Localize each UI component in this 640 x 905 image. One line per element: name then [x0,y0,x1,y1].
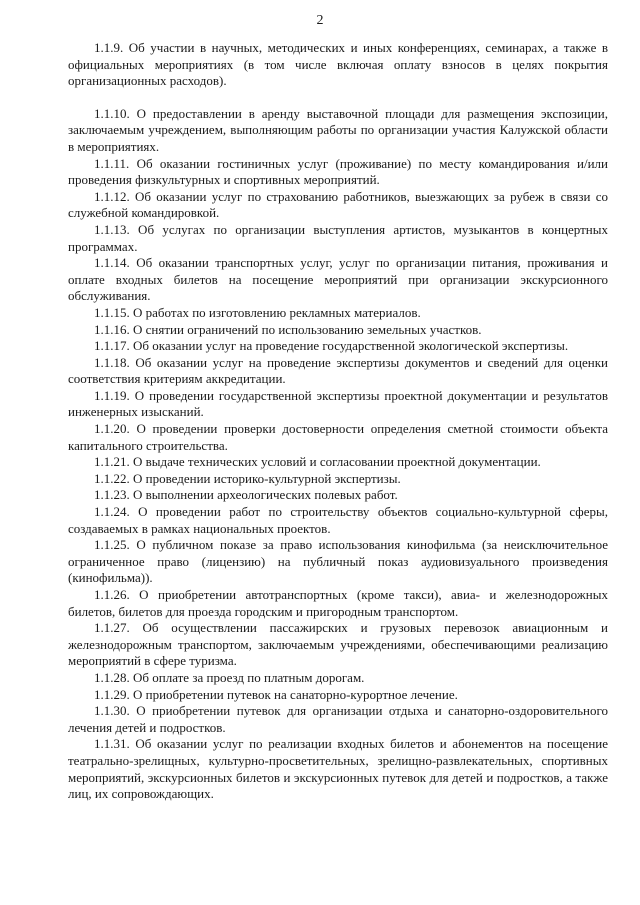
clause-1-1-18: 1.1.18. Об оказании услуг на проведение экспертизы документов и сведений для оценки соответствия критериям аккредитации. [68,354,608,387]
document-body [68,40,608,803]
clause-1-1-28: 1.1.28. Об оплате за проезд по платным дорогам. [94,669,365,685]
clause-1-1-27: 1.1.27. Об осуществлении пассажирских и грузовых перевозок авиационным и железнодорожным транспортом, заключаемым учреждениями, обеспечивающими реализацию мероприятий в сфере туризма. [68,620,608,669]
clause-1-1-12: 1.1.12. Об оказании услуг по страхованию работников, выезжающих за рубеж в связи со служебной командировкой. [68,188,608,221]
clause-1-1-11: 1.1.11. Об оказании гостиничных услуг (проживание) по месту командирования и/или проведения физкультурных и спортивных мероприятий. [68,155,608,188]
clause-1-1-19: 1.1.19. О проведении государственной экспертизы проектной документации и результатов инженерных изысканий. [68,387,608,420]
clause-1-1-21: 1.1.21. О выдаче технических условий и согласовании проектной документации. [94,454,541,470]
clause-1-1-26: 1.1.26. О приобретении автотранспортных (кроме такси), авиа- и железнодорожных билетов, билетов для проезда городским и пригородным транспортом. [68,587,608,619]
clause-1-1-25: 1.1.25. О публичном показе за право использования кинофильма (за неисключительное ограниченное право (лицензию) на публичный показ аудиовизуального произведения (кинофильма)). [68,537,608,586]
clause-1-1-30: 1.1.30. О приобретении путевок для организации отдыха и санаторно-оздоровительного лечения детей и подростков. [68,703,608,735]
clause-1-1-14: 1.1.14. Об оказании транспортных услуг, услуг по организации питания, проживания и оплате входных билетов на посещение мероприятий при организации экскурсионного обслуживания. [68,255,608,304]
clause-1-1-22: 1.1.22. О проведении историко-культурной экспертизы. [94,470,401,486]
clause-1-1-9: 1.1.9. Об участии в научных, методических и иных конференциях, семинарах, а также в официальных мероприятиях (в том числе включая оплату взносов в целях покрытия организационных расходов). [68,40,608,89]
clause-1-1-15: 1.1.15. О работах по изготовлению рекламных материалов. [94,304,421,320]
clause-1-1-16: 1.1.16. О снятии ограничений по использованию земельных участков. [94,321,482,337]
clause-1-1-31: 1.1.31. Об оказании услуг по реализации входных билетов и абонементов на посещение театрально-зрелищных, культурно-просветительных, зрелищно-развлекательных, спортивных мероприятий, экскурсионных билетов и экскурсионных путевок для детей и подростков, а также лиц, их сопровождающих. [68,736,608,802]
clause-1-1-24: 1.1.24. О проведении работ по строительству объектов социально-культурной сферы, создаваемых в рамках национальных проектов. [68,504,608,536]
clause-1-1-23: 1.1.23. О выполнении археологических полевых работ. [94,487,398,503]
clause-1-1-10: 1.1.10. О предоставлении в аренду выставочной площади для размещения экспозиции, заключаемым учреждением, выполняющим работы по организации участия Калужской области в мероприятиях. [68,105,608,154]
clause-1-1-29: 1.1.29. О приобретении путевок на санаторно-курортное лечение. [94,686,458,702]
clause-1-1-20: 1.1.20. О проведении проверки достоверности определения сметной стоимости объекта капитального строительства. [68,421,608,453]
page-number: 2 [316,13,324,28]
clause-1-1-17: 1.1.17. Об оказании услуг на проведение государственной экологической экспертизы. [94,338,569,354]
clause-1-1-13: 1.1.13. Об услугах по организации выступления артистов, музыкантов в концертных программах. [68,221,608,254]
